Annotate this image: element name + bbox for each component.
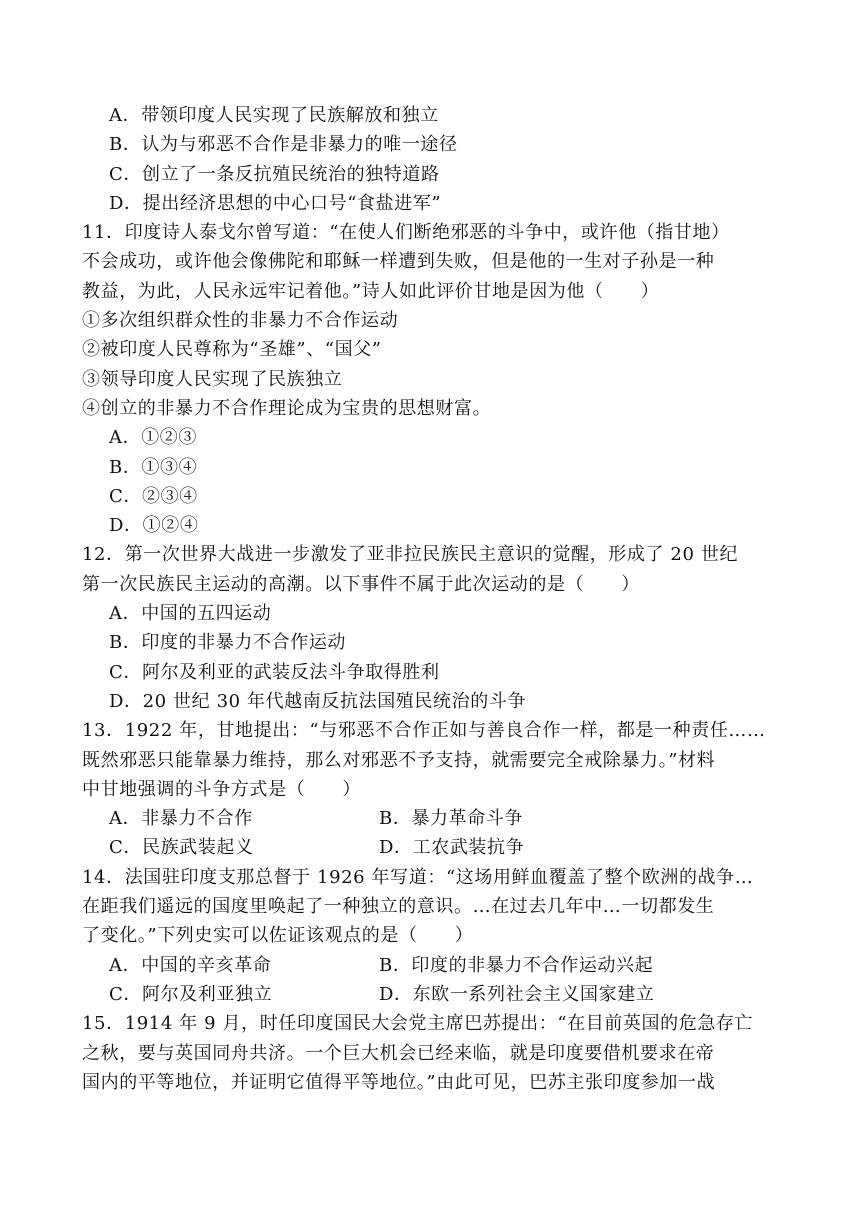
option-b: B．认为与邪恶不合作是非暴力的唯一途径 bbox=[109, 134, 458, 156]
option-a: A．带领印度人民实现了民族解放和独立 bbox=[109, 105, 439, 126]
option-d: D．20 世纪 30 年代越南反抗法国殖民统治的斗争 bbox=[109, 690, 527, 712]
option-b: B．①③④ bbox=[109, 456, 198, 478]
question-stem: 之秋，要与英国同舟共济。一个巨大机会已经来临，就是印度要借机要求在帝 bbox=[82, 1042, 715, 1064]
question-stem: 在距我们遥远的国度里唤起了一种独立的意识。…在过去几年中…一切都发生 bbox=[82, 896, 715, 918]
question-stem: 第一次民族民主运动的高潮。以下事件不属于此次运动的是（ ） bbox=[82, 573, 640, 595]
option-b: B．印度的非暴力不合作运动 bbox=[109, 632, 347, 654]
question-stem: 国内的平等地位，并证明它值得平等地位。”由此可见，巴苏主张印度参加一战 bbox=[82, 1071, 716, 1093]
option-row bbox=[82, 833, 782, 862]
option-d: D．提出经济思想的中心口号“食盐进军” bbox=[109, 192, 442, 214]
option-a: A．非暴力不合作 bbox=[109, 808, 253, 830]
question-12 bbox=[82, 540, 782, 716]
question-14 bbox=[82, 863, 782, 1009]
question-stem: 13．1922 年，甘地提出：“与邪恶不合作正如与善良合作一样，都是一种责任…… bbox=[82, 720, 766, 742]
option-d: D．工农武装抗争 bbox=[379, 837, 525, 859]
option-c: C．阿尔及利亚的武装反法斗争取得胜利 bbox=[109, 661, 440, 683]
question-15 bbox=[82, 1009, 782, 1097]
question-stem: 15．1914 年 9 月，时任印度国民大会党主席巴苏提出：“在目前英国的危急存亡 bbox=[82, 1013, 754, 1035]
option-b: B．印度的非暴力不合作运动兴起 bbox=[379, 954, 654, 976]
question-stem: 12．第一次世界大战进一步激发了亚非拉民族民主意识的觉醒，形成了 20 世纪 bbox=[82, 544, 739, 566]
statement-item: ②被印度人民尊称为“圣雄”、“国父” bbox=[82, 339, 382, 361]
option-d: D．①②④ bbox=[109, 515, 199, 537]
question-stem: 14．法国驻印度支那总督于 1926 年写道：“这场用鲜血覆盖了整个欧洲的战争… bbox=[82, 866, 754, 888]
question-stem: 教益，为此，人民永远牢记着他。”诗人如此评价甘地是因为他（ ） bbox=[82, 280, 660, 302]
question-stem: 11．印度诗人泰戈尔曾写道：“在使人们断绝邪恶的斗争中，或许他（指甘地） bbox=[82, 222, 730, 244]
option-a: A．中国的五四运动 bbox=[109, 603, 272, 625]
question-stem: 既然邪恶只能靠暴力维持，那么对邪恶不予支持，就需要完全戒除暴力。”材料 bbox=[82, 749, 716, 771]
question-13 bbox=[82, 716, 782, 862]
option-c: C．阿尔及利亚独立 bbox=[109, 983, 273, 1005]
option-row bbox=[82, 804, 782, 833]
question-stem: 了变化。”下列史实可以佐证该观点的是（ ） bbox=[82, 925, 474, 947]
option-row bbox=[82, 980, 782, 1009]
statement-item: ③领导印度人民实现了民族独立 bbox=[82, 368, 343, 390]
option-c: C．民族武装起义 bbox=[109, 837, 254, 859]
option-row bbox=[82, 951, 782, 980]
option-a: A．中国的辛亥革命 bbox=[109, 954, 272, 976]
question-stem: 中甘地强调的斗争方式是（ ） bbox=[82, 778, 361, 800]
statement-item: ①多次组织群众性的非暴力不合作运动 bbox=[82, 310, 399, 332]
option-c: C．创立了一条反抗殖民统治的独特道路 bbox=[109, 163, 440, 185]
exam-page bbox=[82, 101, 782, 1097]
question-11 bbox=[82, 218, 782, 540]
option-d: D．东欧一系列社会主义国家建立 bbox=[379, 983, 655, 1005]
statement-item: ④创立的非暴力不合作理论成为宝贵的思想财富。 bbox=[82, 397, 492, 419]
question-10-options bbox=[82, 101, 782, 218]
option-c: C．②③④ bbox=[109, 485, 198, 507]
option-b: B．暴力革命斗争 bbox=[379, 808, 524, 830]
question-stem: 不会成功，或许他会像佛陀和耶稣一样遭到失败，但是他的一生对子孙是一种 bbox=[82, 251, 715, 273]
option-a: A．①②③ bbox=[109, 427, 197, 449]
